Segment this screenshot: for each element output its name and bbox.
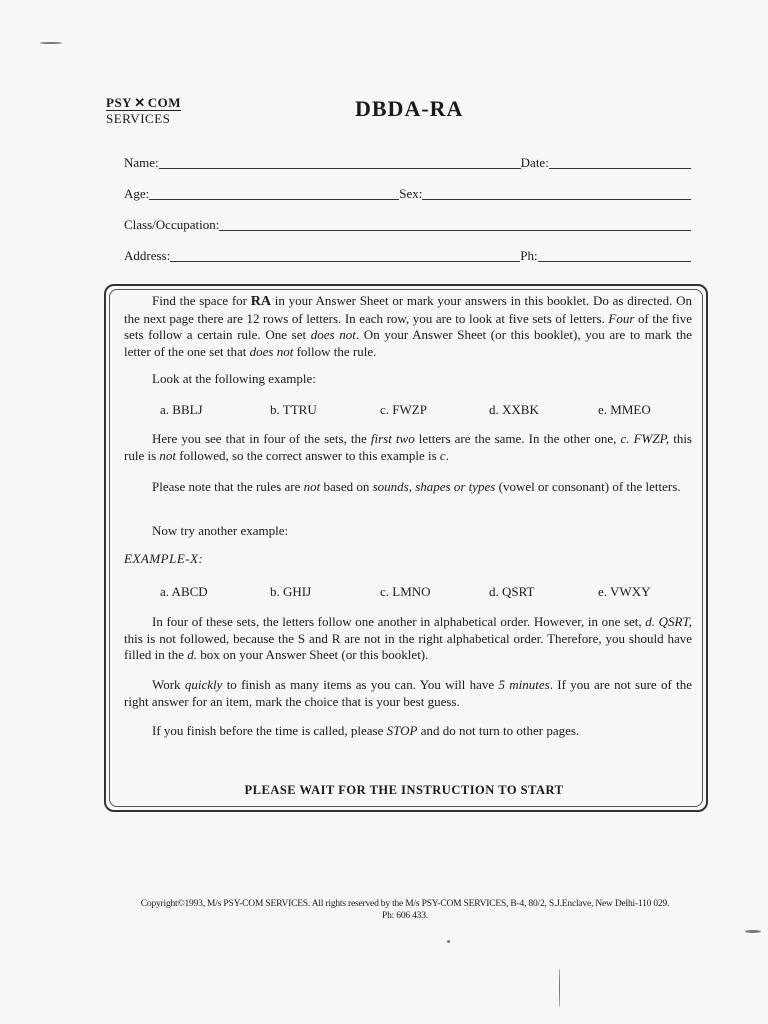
example-2-option-e: e. VWXY — [598, 584, 651, 599]
address-ph-row — [124, 248, 691, 264]
text: Please note that the rules are — [152, 479, 304, 494]
sex-field[interactable] — [422, 187, 691, 200]
instruction-paragraph-3 — [124, 479, 692, 496]
example-2-options — [124, 584, 692, 600]
example-1-options — [124, 402, 692, 418]
example-1-option-c: c. FWZP — [380, 402, 427, 417]
logo-services-text: SERVICES — [106, 111, 171, 126]
page-title: DBDA-RA — [355, 96, 464, 121]
please-wait-banner: PLEASE WAIT FOR THE INSTRUCTION TO START — [244, 783, 564, 797]
text: Here you see that in four of the sets, the — [152, 431, 371, 446]
try-another-text: Now try another example: — [152, 523, 289, 538]
instruction-paragraph-4 — [124, 614, 692, 664]
emphasis: Four — [608, 310, 635, 326]
example-1-option-e: e. MMEO — [598, 402, 651, 417]
sex-label: Sex: — [399, 186, 423, 201]
emphasis: not — [303, 479, 321, 494]
instruction-paragraph-6 — [124, 723, 692, 740]
emphasis: does not — [310, 327, 356, 342]
example-1-option-d: d. XXBK — [489, 402, 539, 417]
text: this is not followed, because the S and R are not in the right alphabetical order. Therefore, you should have filled in the — [124, 630, 692, 662]
class-occupation-label: Class/Occupation: — [124, 217, 220, 232]
psycom-logo — [106, 95, 181, 126]
example-x-heading: EXAMPLE-X: — [124, 551, 204, 566]
name-field[interactable] — [159, 156, 521, 169]
example-2-option-b: b. GHIJ — [270, 584, 312, 599]
text: Work — [152, 677, 185, 692]
text: in your Answer Sheet or mark your answers in this booklet. Do as directed. On the next page there are 12 rows of letters. In each row, you are to look at five sets of letters. — [124, 293, 692, 326]
age-field[interactable] — [149, 187, 399, 200]
text: based on — [320, 479, 373, 494]
example-2-option-a: a. ABCD — [160, 584, 208, 599]
phone-label: Ph: — [520, 248, 538, 263]
instruction-paragraph-5 — [124, 677, 692, 710]
text: letters are the same. In the other one, — [414, 431, 621, 446]
class-occupation-row — [124, 217, 691, 233]
text: and do not turn to other pages. — [417, 723, 580, 738]
scan-mark — [559, 968, 560, 1008]
text: In four of these sets, the letters follow one another in alphabetical order. However, in one set, — [152, 614, 646, 629]
text: Find the space for — [152, 293, 251, 308]
example-1-option-a: a. BBLJ — [160, 402, 203, 417]
emphasis: does not — [249, 343, 294, 359]
text: followed, so the correct answer to this example is — [176, 447, 440, 463]
emphasis: sounds, shapes or types — [372, 479, 496, 494]
date-label: Date: — [520, 155, 549, 170]
text: . On your Answer Sheet (or this booklet), you are to mark the letter of the one set that — [124, 327, 692, 359]
emphasis: d. — [187, 647, 197, 662]
date-field[interactable] — [549, 156, 691, 169]
text: follow the rule. — [293, 343, 377, 359]
address-label: Address: — [124, 248, 171, 263]
emphasis: 5 minutes — [498, 677, 550, 692]
class-occupation-field[interactable] — [219, 218, 691, 231]
text: to finish as many items as you can. You will have — [222, 677, 499, 692]
address-field[interactable] — [170, 249, 520, 262]
instruction-paragraph-1 — [124, 293, 692, 360]
age-sex-row — [124, 186, 691, 202]
copyright-phone: Ph: 606 433. — [382, 911, 428, 921]
scan-mark — [40, 42, 62, 44]
ra-text: RA — [250, 294, 272, 309]
text: (vowel or consonant) of the letters. — [495, 479, 681, 494]
emphasis: d. QSRT, — [645, 614, 692, 629]
text: . — [445, 447, 449, 463]
look-example-text: Look at the following example: — [152, 371, 316, 386]
emphasis: not — [159, 447, 177, 463]
emphasis: STOP — [386, 723, 418, 738]
emphasis: c — [439, 447, 446, 463]
emphasis: first two — [370, 431, 415, 446]
logo-psy-text: PSY — [106, 95, 133, 110]
name-date-row — [124, 155, 691, 171]
name-label: Name: — [124, 155, 159, 170]
emphasis: quickly — [184, 677, 223, 692]
text: of the five sets follow a certain rule. One set — [124, 310, 692, 342]
age-label: Age: — [124, 186, 150, 201]
emphasis: c. FWZP, — [620, 431, 670, 446]
example-2-option-d: d. QSRT — [489, 584, 535, 599]
example-1-option-b: b. TTRU — [270, 402, 317, 417]
phone-field[interactable] — [538, 249, 691, 262]
text: box on your Answer Sheet (or this booklet). — [196, 647, 429, 662]
copyright-footer — [100, 898, 710, 922]
scan-mark — [745, 930, 761, 933]
text: If you finish before the time is called, please — [152, 723, 387, 738]
scan-mark — [447, 940, 450, 943]
text: this rule is — [124, 431, 692, 463]
logo-top-line — [106, 95, 181, 111]
logo-cross-icon: ✕ — [134, 95, 146, 110]
instruction-paragraph-2 — [124, 431, 692, 464]
text: . If you are not sure of the right answer for an item, mark the choice that is your best guess. — [124, 677, 692, 709]
example-2-option-c: c. LMNO — [380, 584, 431, 599]
logo-com-text: COM — [147, 95, 181, 110]
copyright-text: Copyright©1993, M/s PSY-COM SERVICES. All rights reserved by the M/s PSY-COM SERVICES, B-4, 80/2, S.J.Enclave, New Delhi-110 029. — [140, 899, 670, 909]
